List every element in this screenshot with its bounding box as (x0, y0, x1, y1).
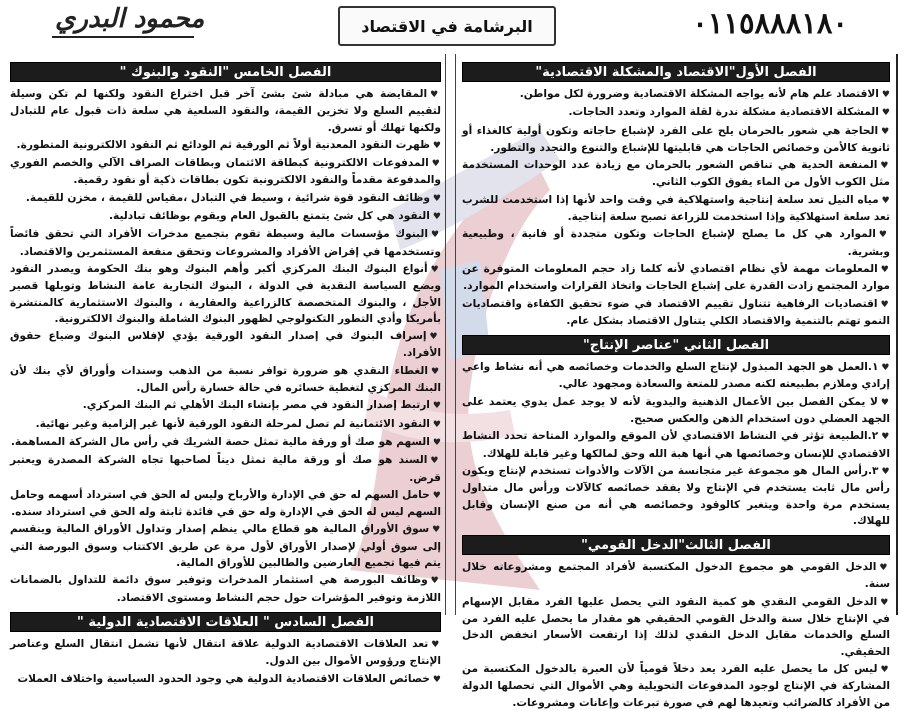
chapter-6-title: الفصل السادس " العلاقات الاقتصادية الدولية " (10, 612, 441, 632)
list-item: ♥ المدفوعات الالكترونية كبطاقة الائتمان وبطاقات الصراف الآلي والخصم الفوري والمدفوعة مقدماً والنقود الالكترونية تكون بطاقات ذكية أو نقود رقمية. (10, 155, 441, 189)
author-name: محمود البدري (55, 4, 205, 34)
list-item: ♥ أنواع البنوك البنك المركزي أكبر وأهم البنوك وهو بنك الحكومة ويصدر النقود ويضع السياسة النقدية في الدولة ، البنوك التجارية عامة النشاط وتويلها قصير الأجل ، والبنوك المتخصصة كالزراعية والعقارية ، والبنوك الاستثمارية كالمنتشرة بأمريكا وأدي التطور التكنولوجي لظهور البنوك الشاملة والبنوك الالكترونية. (10, 261, 441, 327)
list-item: ♥ ارتبط إصدار النقود في مصر بإنشاء البنك الأهلي ثم البنك المركزي. (10, 397, 441, 414)
list-item: ♥ النقود الائتمانية لم تصل لمرحلة النقود الورقية لأنها غير إلزامية وغير نهائية. (10, 416, 441, 433)
list-item: ♥ لا يمكن الفصل بين الأعمال الذهنية واليدوية لأنه لا يوجد عمل يدوي يعتمد على الجهد العضلي دون استخدام الذهن والعكس صحيح. (462, 394, 890, 428)
list-item: ♥ الدخل القومي هو مجموع الدخول المكتسبة لأفراد المجتمع ومشروعاته خلال سنة. (462, 559, 890, 593)
page-header (0, 0, 906, 52)
list-item: ♥ اقتصاديات الرفاهية تتناول تقييم الاقتصاد في ضوء تحقيق الكفاءة واقتصاديات النمو تهتم بالتنمية والاقتصاد الكلي يتناول الاقتصاد بشكل عام. (462, 296, 890, 330)
list-item: ♥ خصائص العلاقات الاقتصادية الدولية هي وجود الحدود السياسية واختلاف العملات (10, 671, 441, 688)
list-item: ♥ السند هو صك أو ورقة مالية تمثل ديناً لصاحبها تجاه الشركة المصدرة ويعتبر قرض. (10, 452, 441, 486)
list-item: ♥ النقود هي كل شئ يتمتع بالقبول العام ويقوم بوظائف تبادلية. (10, 208, 441, 225)
list-item: ♥ المنفعة الحدية هي تناقص الشعور بالحرمان مع زيادة عدد الوحدات المستخدمة مثل الكوب الأول من الماء يفوق الكوب الثاني. (462, 157, 890, 191)
list-item: ♥ البنوك مؤسسات مالية وسيطة تقوم بتجميع مدخرات الأفراد التي تحقق فائضاً وتستخدمها في إقراض الأفراد والمشروعات وتحقق منفعة المستثمرين والاقتصاد. (10, 226, 441, 260)
list-item: ♥ الحاجة هي شعور بالحرمان يلح على الفرد لإشباع حاجاته وتكون أولية كالغذاء أو ثانوية كالأمن وخصائص الحاجات هي قابليتها للإشباع والتنوع والتجدد والتطور. (462, 123, 890, 157)
chapter-1-title: الفصل الأول"الاقتصاد والمشكلة الاقتصادية" (462, 62, 890, 82)
list-item: ♥ السهم هو صك أو ورقة مالية تمثل حصة الشريك في رأس مال الشركة المساهمة. (10, 434, 441, 451)
list-item: ♥ الدخل القومي النقدي هو كمية النقود التي يحصل عليها الفرد مقابل الإسهام في الإنتاج خلال سنة والدخل القومي الحقيقي هو مقدار ما يحصل عليه الفرد من السلع والخدمات مقابل الدخل النقدي لذلك إذا ارتفعت الأسعار انخفض الدخل الحقيقي. (462, 594, 890, 660)
list-item: ♥ مياه النيل تعد سلعة إنتاجية واستهلاكية في وقت واحد لأنها إذا استخدمت للشرب تعد سلعة استهلاكية وإذا استخدمت للزراعة تصبح سلعة إنتاجية. (462, 192, 890, 226)
list-item: ♥ حامل السهم له حق في الإدارة والأرباح وليس له الحق في استرداد أسهمه وحامل السهم ليس له الحق في الإدارة وله حق في فائدة ثابتة وله الحق في استرداد سنده. (10, 487, 441, 521)
chapter-2-title: الفصل الثاني "عناصر الإنتاج" (462, 335, 890, 355)
right-column (455, 54, 898, 709)
list-item: ♥ ليس كل ما يحصل عليه الفرد يعد دخلاً قومياً لأن العبرة بالدخول المكتسبة من المشاركة في الإنتاج لوجود المدفوعات التحويلية وهي الأموال التي تحصلها الدولة من الأفراد كالضرائب وتعيدها لهم في صورة تبرعات وإعانات ومشروعات. (462, 661, 890, 711)
list-item: ♥ ظهرت النقود المعدنية أولاً ثم الورقية ثم الودائع ثم النقود الالكترونية المتطورة. (10, 137, 441, 154)
list-item: ♥ ٣.رأس المال هو مجموعة غير متجانسة من الآلات والأدوات تستخدم لإنتاج ويكون رأس مال ثابت يستخدم في الإنتاج ولا يفقد خصائصه كالآلات ورأس مال متداول يستخدم مرة واحدة ويتغير كالوقود وخصائصه هي أنه من صنع الإنسان وقابل للهلاك. (462, 463, 890, 529)
list-item: ♥ وظائف البورصة هي استثمار المدخرات وتوفير سوق دائمة للتداول بالضمانات اللازمة وتوفير المؤشرات حول حجم النشاط ومستوى الاقتصاد. (10, 572, 441, 606)
author-underline (52, 36, 194, 38)
subject-title: البرشامة في الاقتصاد (338, 6, 556, 46)
list-item: ♥ إسراف البنوك في إصدار النقود الورقية يؤدي لإفلاس البنوك وضياع حقوق الأفراد. (10, 328, 441, 362)
left-column (6, 54, 446, 685)
list-item: ♥ وظائف النقود قوة شرائية ، وسيط في التبادل ،مقياس للقيمة ، مخزن للقيمة. (10, 190, 441, 207)
list-item: ♥ ١.العمل هو الجهد المبذول لإنتاج السلع والخدمات وخصائصه هي أنه نشاط واعي إرادي وملازم بطبيعته لكنه مصدر للمتعة والسعادة ومجهود عالي. (462, 359, 890, 393)
list-item: ♥ المعلومات مهمة لأي نظام اقتصادي لأنه كلما زاد حجم المعلومات المتوفرة عن موارد المجتمع زادت القدرة على إشباع الحاجات واتخاذ القرارات واستخدام الموارد. (462, 261, 890, 295)
list-item: ♥ سوق الأوراق المالية هو قطاع مالي ينظم إصدار وتداول الأوراق المالية وينقسم إلى سوق أولي لإصدار الأوراق لأول مرة عن طريق الاكتتاب وسوق البورصة التي يتم فيها تجميع العارضين والطالبين للأوراق المالية. (10, 521, 441, 571)
chapter-5-title: الفصل الخامس "النقود والبنوك " (10, 62, 441, 82)
list-item: ♥ المشكلة الاقتصادية مشكلة ندرة لقلة الموارد وتعدد الحاجات. (462, 104, 890, 121)
list-item: ♥ الموارد هي كل ما يصلح لإشباع الحاجات وتكون متجددة أو فانية ، وطبيعية وبشرية. (462, 226, 890, 260)
list-item: ♥ ٢.الطبيعة تؤثر في النشاط الاقتصادي لأن الموقع والموارد المتاحة تحدد النشاط الاقتصادي للإنسان وخصائصها هي أنها هبة الله وحق لمالكها وغير قابلة للهلاك. (462, 428, 890, 462)
list-item: ♥ المقايضة هي مبادلة شئ بشئ آخر قبل اختراع النقود ولكنها لم تكن وسيلة لتقييم السلع ولا تخزين القيمة، والنقود السلعية هي سلعة ذات قبول عام للتبادل ولكنها تهلك أو تسرق. (10, 86, 441, 136)
chapter-3-title: الفصل الثالث"الدخل القومي" (462, 535, 890, 555)
list-item: ♥ الاقتصاد علم هام لأنه يواجه المشكلة الاقتصادية وضرورة لكل مواطن. (462, 86, 890, 103)
phone-number: ٠١١٥٨٨٨١٨٠ (692, 6, 848, 40)
list-item: ♥ تعد العلاقات الاقتصادية الدولية علاقة انتقال لأنها تشمل انتقال السلع وعناصر الإنتاج ورؤوس الأموال بين الدول. (10, 636, 441, 670)
list-item: ♥ الغطاء النقدي هو ضرورة توافر نسبة من الذهب وسندات وأوراق لأي بنك لأن البنك المركزي لتغطية خسائره في حالة خسارة رأس المال. (10, 363, 441, 397)
